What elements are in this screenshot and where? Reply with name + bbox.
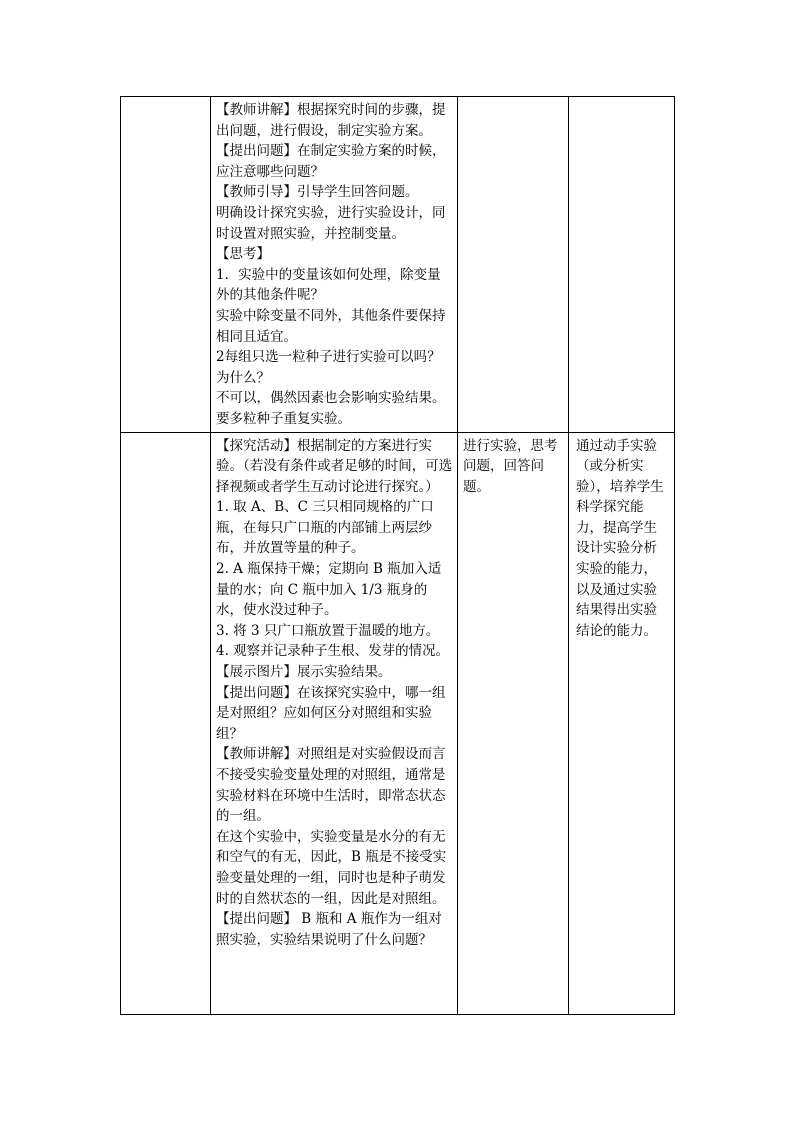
student-activity-cell <box>458 97 569 433</box>
paragraph: 2. A 瓶保持干燥；定期向 B 瓶加入适量的水；向 C 瓶中加入 1/3 瓶身的水，使水没过种子。 <box>216 561 442 619</box>
paragraph: 【教师讲解】对照组是对实验假设而言不接受实验变量处理的对照组，通常是实验材料在环境中生活时，即常态状态的一组。 <box>216 746 446 825</box>
lesson-plan-table <box>120 96 675 1015</box>
paragraph: 【提出问题】在该探究实验中，哪一组是对照组？应如何区分对照组和实验组？ <box>216 684 446 742</box>
table-row <box>121 97 675 433</box>
paragraph: 【教师讲解】根据探究时间的步骤，提出问题，进行假设，制定实验方案。 <box>216 102 446 139</box>
paragraph: 4. 观察并记录种子生根、发芽的情况。 <box>216 643 450 660</box>
teacher-activity-cell <box>211 432 458 1014</box>
paragraph: 3. 将 3 只广口瓶放置于温暖的地方。 <box>216 622 440 639</box>
paragraph: 明确设计探究实验，进行实验设计，同时设置对照实验，并控制变量。 <box>216 204 446 242</box>
paragraph: 进行实验，思考问题，回答问题。 <box>463 437 558 495</box>
paragraph: 【提出问题】在制定实验方案的时候，应注意哪些问题？ <box>216 143 446 180</box>
paragraph: 【教师引导】引导学生回答问题。 <box>216 184 419 201</box>
paragraph: 实验中除变量不同外，其他条件要保持相同且适宜。 <box>216 307 446 345</box>
paragraph: 【展示图片】展示实验结果。 <box>216 664 392 681</box>
paragraph: 通过动手实验（或分析实验），培养学生科学探究能力，提高学生设计实验分析实验的能力，以及通过实验结果得出实验结论的能力。 <box>576 437 664 639</box>
stage-cell <box>121 97 211 433</box>
paragraph: 【思考】 <box>216 246 270 263</box>
paragraph: 2每组只选一粒种子进行实验可以吗？为什么？ <box>216 349 441 386</box>
paragraph: 1. 取 A、B、C 三只相同规格的广口瓶，在每只广口瓶的内部铺上两层纱布，并放置等量的种子。 <box>216 499 434 557</box>
stage-cell <box>121 432 211 1014</box>
teacher-activity-cell <box>211 97 458 433</box>
paragraph: 在这个实验中，实验变量是水分的有无和空气的有无，因此，B 瓶是不接受实验变量处理的一组，同时也是种子萌发时的自然状态的一组，因此是对照组。 <box>216 828 447 907</box>
paragraph: 不可以，偶然因素也会影响实验结果。要多粒种子重复实验。 <box>216 390 446 427</box>
paragraph: 【探究活动】根据制定的方案进行实验。（若没有条件或者足够的时间，可选择视频或者学生互动讨论进行探究。） <box>216 437 453 495</box>
paragraph: 1．实验中的变量该如何处理，除变量外的其他条件呢？ <box>216 266 441 304</box>
paragraph: 【提出问题】 B 瓶和 A 瓶作为一组对照实验，实验结果说明了什么问题？ <box>216 911 442 948</box>
design-intent-cell <box>569 432 675 1014</box>
student-activity-cell <box>458 432 569 1014</box>
table-row <box>121 432 675 1014</box>
design-intent-cell <box>569 97 675 433</box>
